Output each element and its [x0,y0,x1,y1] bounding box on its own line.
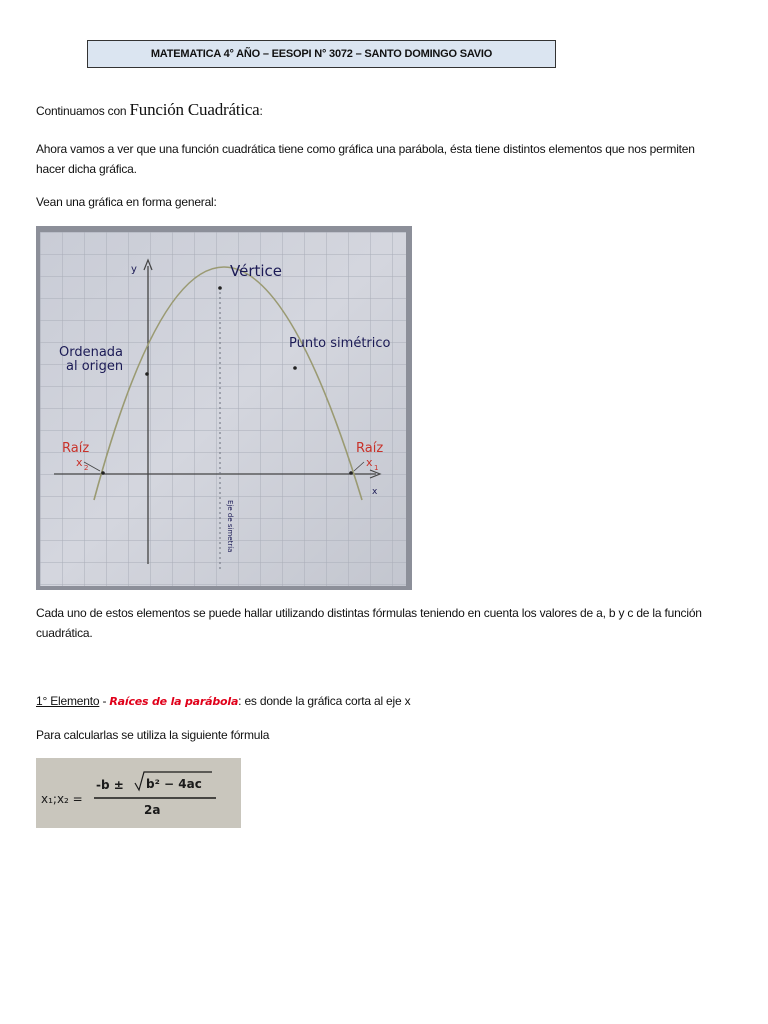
root-right-var: x [366,456,373,469]
quadratic-formula [36,758,241,828]
element1-label: 1° Elemento [36,694,100,708]
intercept-label-line1: Ordenada [59,345,124,360]
symmetric-point [293,366,297,370]
intro-topic: Función Cuadrática [129,100,260,119]
element1-name: Raíces de la parábola [109,695,239,708]
paragraph-elements: Cada uno de estos elementos se puede hallar utilizando distintas fórmulas teniendo en cuenta los valores de a, b y c de la función cuadrática. [36,606,702,640]
vertex-point [218,286,222,290]
root-right-point [349,471,353,475]
axis-of-symmetry-label: Eje de simetría [226,500,234,553]
graph-grid [40,232,406,586]
element1-line [36,691,410,712]
intercept-label-line2: al origen [66,359,124,374]
element1-rest: : es donde la gráfica corta al eje x [238,694,411,708]
root-left-sub: 2 [84,464,89,472]
document-header [87,40,556,68]
symmetric-point-label: Punto simétrico [289,336,391,351]
intercept-point [145,372,149,376]
intro-prefix: Continuamos con [36,104,130,118]
paragraph-graph-intro: Vean una gráfica en forma general: [36,195,217,209]
parabola-graph [36,226,412,590]
root-right-label: Raíz [356,441,384,456]
formula-numerator: -b ± [96,778,124,792]
formula-denominator: 2a [144,803,161,817]
parabola-graph-image [36,226,412,590]
quadratic-formula-image [36,758,241,828]
intro-suffix: : [259,104,263,118]
root-left-label: Raíz [62,441,90,456]
vertex-label: Vértice [230,262,283,280]
x-axis-label: x [372,487,378,497]
document-title: MATEMATICA 4° AÑO – EESOPI N° 3072 – SANTO DOMINGO SAVIO [150,48,493,60]
paragraph-intro: Ahora vamos a ver que una función cuadrática tiene como gráfica una parábola, ésta tiene distintos elementos que nos permiten hacer dicha gráfica. [36,142,695,176]
root-right-sub: 1 [374,464,379,472]
root-left-var: x [76,456,83,469]
formula-radicand: b² − 4ac [146,777,202,791]
formula-lhs: x₁;x₂ = [41,792,83,806]
element1-dash: - [99,694,110,708]
paragraph-formula-intro: Para calcularlas se utiliza la siguiente fórmula [36,728,270,742]
intro-line [36,100,263,121]
root-left-point [101,471,105,475]
y-axis-label: y [131,264,137,275]
